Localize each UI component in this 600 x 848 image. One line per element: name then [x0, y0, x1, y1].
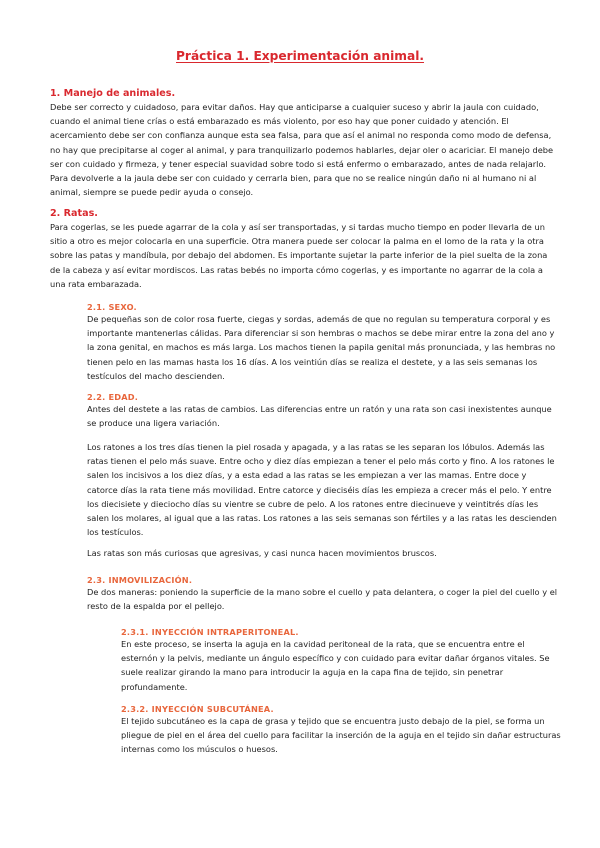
section-paragraph-manejo: Debe ser correcto y cuidadoso, para evitar daños. Hay que anticiparse a cualquier suceso y abrir la jaula con cuidado, cuando el animal tiene crías o está embarazado es más violento, por eso hay que poner cuidado y atención. El acercamiento debe ser con confianza aunque esta sea falsa, para que así el animal no responda como modo de defensa, no hay que precipitarse al coger al animal, y para tranquilizarlo podemos hablarles, dejar oler o acariciar. El manejo debe ser con cuidado y firmeza, y tener especial suavidad sobre todo si está enfermo o embarazado, antes de nada relajarlo. Para devolverle a la jaula debe ser con cuidado y cerrarla bien, para que no se realice ningún daño ni al humano ni al animal, siempre se puede pedir ayuda o consejo.: [50, 102, 554, 198]
subsection-heading-sexo: 2.1. SEXO.: [87, 302, 137, 312]
subsection-paragraph-sexo: De pequeñas son de color rosa fuerte, ciegas y sordas, además de que no regulan su temperatura corporal y es importante mantenerlas cálidas. Para diferenciar si son hembras o machos se debe mirar entre la zona del ano y la zona genital, en machos es más larga. Los machos tienen la papila genital más pronunciada, y las hembras no tienen pelo en las mamas hasta los 16 días. A los veintiún días se realiza el destete, y a las seis semanas los testículos del macho descienden.: [87, 314, 556, 381]
section-heading-ratas: 2. Ratas.: [50, 208, 98, 219]
subsection-heading-edad: 2.2. EDAD.: [87, 392, 139, 402]
subsubsection-heading-subcutanea: 2.3.2. INYECCIÓN SUBCUTÁNEA.: [121, 704, 274, 714]
subsection-paragraph-edad-2: Los ratones a los tres días tienen la piel rosada y apagada, y a las ratas se les separan los lóbulos. Además las ratas tienen el pelo más suave. Entre ocho y diez días empiezan a tener el pelo más corto y fino. A los ratones le salen los incisivos a los diez días, y a esta edad a las ratas se les empiezan a ver las mamas. Entre doce y catorce días la rata tiene más movilidad. Entre catorce y dieciséis días les empieza a crecer más el pelo. Y entre los diecisiete y dieciocho días su vientre se cubre de pelo. A los ratones entre diecinueve y veintitrés días les salen los molares, al igual que a las ratas. Los ratones a las seis semanas son fértiles y a las ratas les descienden los testículos.: [87, 442, 557, 538]
subsection-paragraph-edad-3: Las ratas son más curiosas que agresivas, y casi nunca hacen movimientos bruscos.: [87, 548, 437, 558]
subsection-paragraph-edad-1: Antes del destete a las ratas de cambios. Las diferencias entre un ratón y una rata son casi inexistentes aunque se produce una ligera variación.: [87, 404, 552, 429]
subsection-heading-inmovilizacion: 2.3. INMOVILIZACIÓN.: [87, 575, 193, 585]
subsubsection-paragraph-subcutanea: El tejido subcutáneo es la capa de grasa y tejido que se encuentra justo debajo de la piel, se forma un pliegue de piel en el área del cuello para facilitar la inserción de la aguja en el tejido sin dañar estructuras internas como los músculos o huesos.: [121, 716, 561, 755]
page-title: Práctica 1. Experimentación animal.: [176, 49, 424, 63]
subsubsection-paragraph-intraperitoneal: En este proceso, se inserta la aguja en la cavidad peritoneal de la rata, que se encuentra entre el esternón y la pelvis, mediante un ángulo específico y con cuidado para evitar dañar órganos vitales. Se suele realizar girando la mano para introducir la aguja en la capa fina de tejido, sin penetrar profundamente.: [121, 639, 550, 692]
subsection-paragraph-inmovilizacion: De dos maneras: poniendo la superficie de la mano sobre el cuello y pata delantera, o coger la piel del cuello y el resto de la espalda por el pellejo.: [87, 587, 558, 612]
subsubsection-heading-intraperitoneal: 2.3.1. INYECCIÓN INTRAPERITONEAL.: [121, 627, 299, 637]
section-paragraph-ratas: Para cogerlas, se les puede agarrar de la cola y así ser transportadas, y si tardas mucho tiempo en poder llevarla de un sitio a otro es mejor colocarla en una superficie. Otra manera puede ser colocar la palma en el lomo de la rata y la otra sobre las patas y mandíbula, por debajo del abdomen. Es importante sujetar la parte inferior de la piel suelta de la zona de la cabeza y así evitar mordiscos. Las ratas bebés no importa cómo cogerlas, y es importante no agarrar de la cola a una rata embarazada.: [50, 222, 548, 289]
section-heading-manejo: 1. Manejo de animales.: [50, 88, 176, 99]
